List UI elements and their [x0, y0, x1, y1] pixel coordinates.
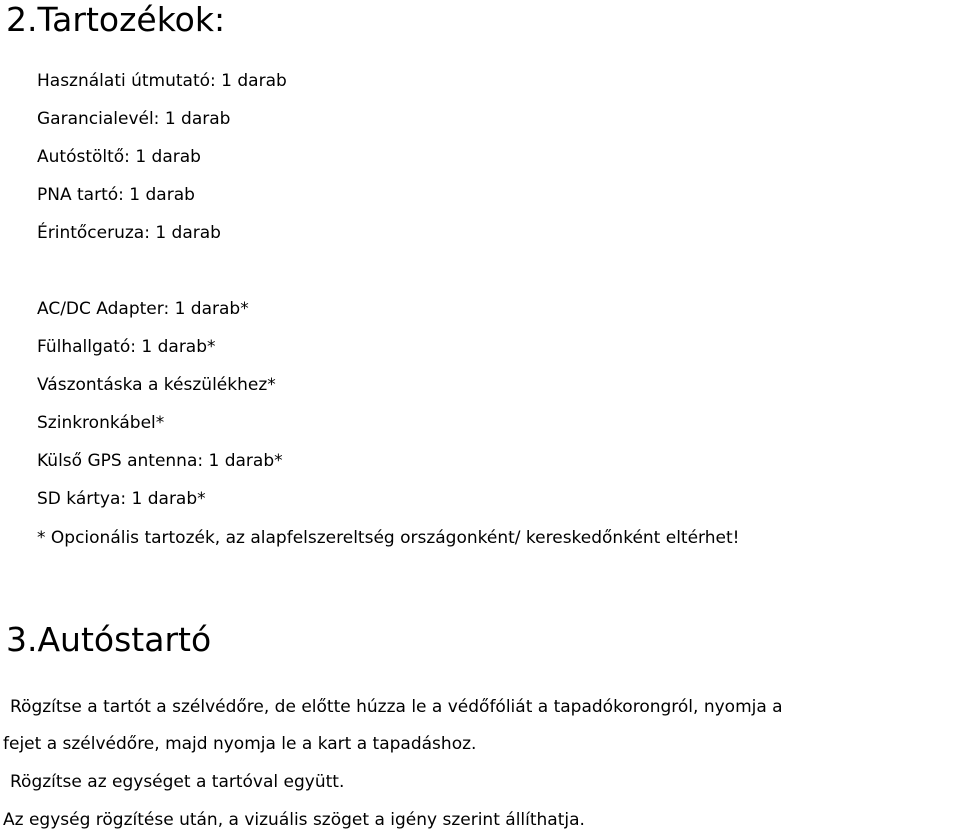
instruction-paragraph: fejet a szélvédőre, majd nyomja le a kart a tapadáshoz.	[3, 734, 477, 754]
optional-accessory-item: AC/DC Adapter: 1 darab*	[37, 299, 249, 319]
section-title-car-holder: 3.Autóstartó	[6, 620, 212, 659]
accessory-item: PNA tartó: 1 darab	[37, 185, 195, 205]
instruction-paragraph: Rögzítse a tartót a szélvédőre, de előtte húzza le a védőfóliát a tapadókorongról, nyomja a	[10, 697, 783, 717]
optional-accessory-item: SD kártya: 1 darab*	[37, 489, 206, 509]
accessory-item: Garancialevél: 1 darab	[37, 109, 231, 129]
optional-accessory-item: Fülhallgató: 1 darab*	[37, 337, 216, 357]
accessory-item: Autóstöltő: 1 darab	[37, 147, 201, 167]
instruction-paragraph: Rögzítse az egységet a tartóval együtt.	[10, 772, 345, 792]
optional-accessory-item: Vászontáska a készülékhez*	[37, 375, 276, 395]
optional-note: * Opcionális tartozék, az alapfelszereltség országonként/ kereskedőnként eltérhet!	[37, 528, 740, 548]
accessory-item: Érintőceruza: 1 darab	[37, 223, 221, 243]
instruction-paragraph: Az egység rögzítése után, a vizuális szöget a igény szerint állíthatja.	[3, 810, 585, 830]
optional-accessory-item: Külső GPS antenna: 1 darab*	[37, 451, 283, 471]
optional-accessory-item: Szinkronkábel*	[37, 413, 165, 433]
accessory-item: Használati útmutató: 1 darab	[37, 71, 287, 91]
section-title-accessories: 2.Tartozékok:	[6, 0, 226, 39]
